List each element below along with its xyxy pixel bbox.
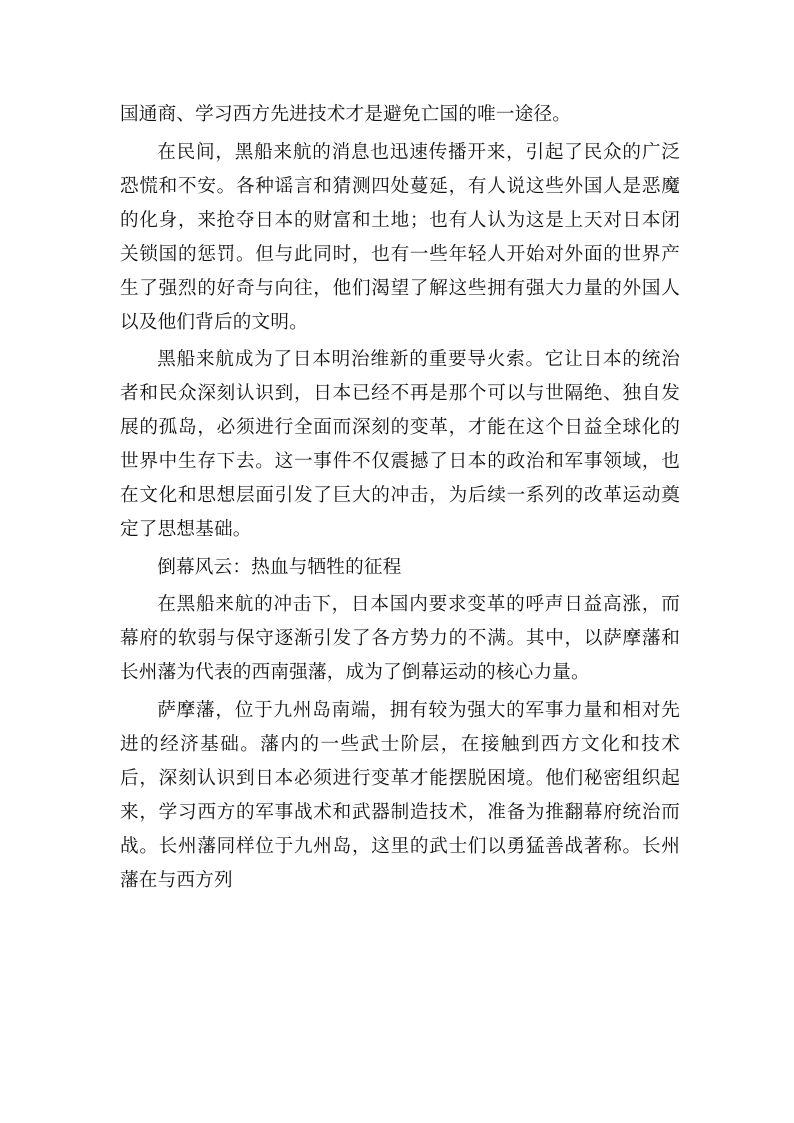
document-body	[120, 98, 680, 902]
paragraph-public-reaction: 在民间，黑船来航的消息也迅速传播开来，引起了民众的广泛恐慌和不安。各种谣言和猜测四处蔓延，有人说这些外国人是恶魔的化身，来抢夺日本的财富和土地；也有人认为这是上天对日本闭关锁国的惩罚。但与此同时，也有一些年轻人开始对外面的世界产生了强烈的好奇与向往，他们渴望了解这些拥有强大力量的外国人以及他们背后的文明。	[120, 141, 680, 333]
paragraph-continuation: 国通商、学习西方先进技术才是避免亡国的唯一途径。	[120, 104, 572, 125]
section-heading: 倒幕风云：热血与牺牲的征程	[157, 556, 402, 578]
paragraph-satsuma-choshu: 萨摩藩，位于九州岛南端，拥有较为强大的军事力量和相对先进的经济基础。藩内的一些武士阶层，在接触到西方文化和技术后，深刻认识到日本必须进行变革才能摆脱困境。他们秘密组织起来，学习西方的军事战术和武器制造技术，准备为推翻幕府统治而战。长州藩同样位于九州岛，这里的武士们以勇猛善战著称。长州藩在与西方列	[120, 699, 680, 891]
paragraph-reform-calls: 在黑船来航的冲击下，日本国内要求变革的呼声日益高涨，而幕府的软弱与保守逐渐引发了各方势力的不满。其中，以萨摩藩和长州藩为代表的西南强藩，成为了倒幕运动的核心力量。	[120, 594, 680, 684]
paragraph-black-ships-impact: 黑船来航成为了日本明治维新的重要导火索。它让日本的统治者和民众深刻认识到，日本已经不再是那个可以与世隔绝、独自发展的孤岛，必须进行全面而深刻的变革，才能在这个日益全球化的世界中生存下去。这一事件不仅震撼了日本的政治和军事领域，也在文化和思想层面引发了巨大的冲击，为后续一系列的改革运动奠定了思想基础。	[120, 349, 680, 541]
